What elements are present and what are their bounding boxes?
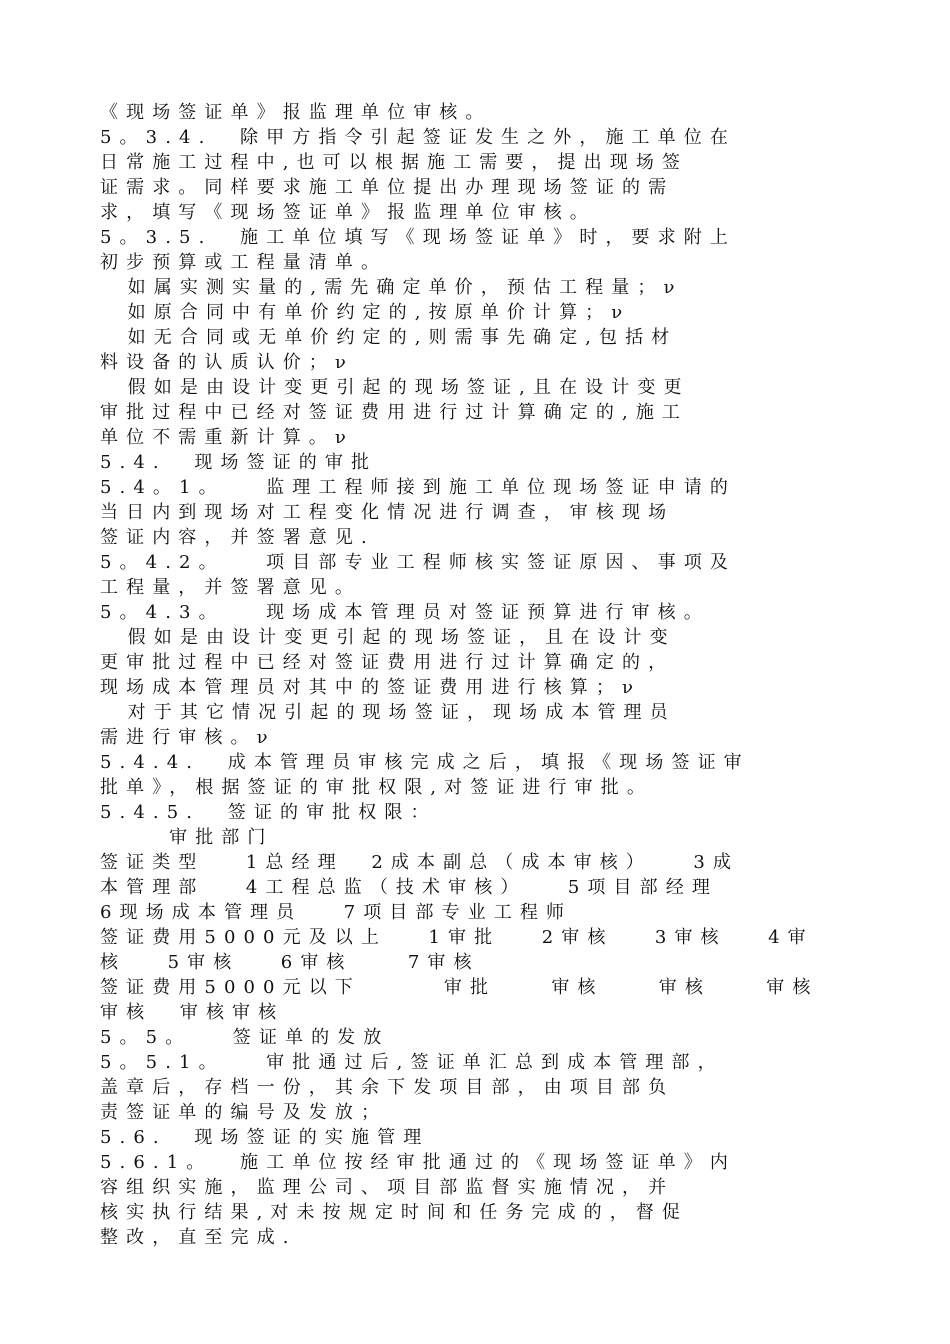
section-heading: 5.6. 现场签证的实施管理: [100, 1127, 430, 1148]
table-row: 签证费用5000元及以上 1审批 2审核 3审核 4审: [100, 927, 814, 948]
text-line: 证需求。同样要求施工单位提出办理现场签证的需: [100, 177, 675, 198]
table-row: 本管理部 4工程总监（技术审核） 5项目部经理: [100, 877, 718, 898]
text-line: 5.6.1。 施工单位按经审批通过的《现场签证单》内: [100, 1152, 736, 1173]
text-line: 5.4。1。 监理工程师接到施工单位现场签证申请的: [100, 477, 736, 498]
text-line: 责签证单的编号及发放；: [100, 1102, 388, 1123]
text-line: 整改，直至完成.: [100, 1227, 297, 1248]
text-line: 更审批过程中已经对签证费用进行过计算确定的，: [100, 652, 675, 673]
text-line: 5.4.4. 成本管理员审核完成之后，填报《现场签证审: [100, 752, 750, 773]
text-line: 核实执行结果,对未按规定时间和任务完成的，督促: [100, 1202, 689, 1223]
text-line: 单位不需重新计算。ν: [100, 427, 354, 448]
table-row: 审核 审核审核: [100, 1002, 285, 1023]
text-line: 《现场签证单》报监理单位审核。: [100, 102, 492, 123]
text-line: 盖章后，存档一份，其余下发项目部，由项目部负: [100, 1077, 675, 1098]
text-line: 5。3.4. 除甲方指令引起签证发生之外，施工单位在: [100, 127, 736, 148]
text-line: 料设备的认质认价；ν: [100, 352, 354, 373]
text-line: 签证内容，并签署意见.: [100, 527, 375, 548]
section-heading: 5.4. 现场签证的审批: [100, 452, 378, 473]
text-line: 日常施工过程中,也可以根据施工需要，提出现场签: [100, 152, 689, 173]
table-row: 签证类型 1总经理 2成本副总（成本审核） 3成: [100, 852, 740, 873]
text-line: 对于其它情况引起的现场签证，现场成本管理员: [100, 702, 676, 723]
text-line: 求，填写《现场签证单》报监理单位审核。: [100, 202, 596, 223]
text-line: 5。5.1。 审批通过后,签证单汇总到成本管理部，: [100, 1052, 724, 1073]
text-line: 工程量，并签署意见。: [100, 577, 361, 598]
text-line: 假如是由设计变更引起的现场签证,且在设计变更: [100, 377, 690, 398]
text-line: 批单》，根据签证的审批权限,对签证进行审批。: [100, 777, 653, 798]
text-line: 如原合同中有单价约定的,按原单价计算；ν: [100, 302, 631, 323]
text-line: 容组织实施，监理公司、项目部监督实施情况，并: [100, 1177, 675, 1198]
table-row: 6现场成本管理员 7项目部专业工程师: [100, 902, 573, 923]
table-row: 签证费用5000元以下 审批 审核 审核 审核: [100, 977, 819, 998]
text-line: 5。3.5. 施工单位填写《现场签证单》时，要求附上: [100, 227, 736, 248]
text-line: 如属实测实量的,需先确定单价，预估工程量；ν: [100, 277, 683, 298]
text-line: 初步预算或工程量清单。: [100, 252, 388, 273]
text-line: 如无合同或无单价约定的,则需事先确定,包括材: [100, 327, 678, 348]
table-header: 审批部门: [100, 827, 274, 848]
table-row: 核 5审核 6审核 7审核: [100, 952, 480, 973]
text-line: 当日内到现场对工程变化情况进行调查，审核现场: [100, 502, 675, 523]
text-line: 审批过程中已经对签证费用进行过计算确定的,施工: [100, 402, 689, 423]
section-heading: 5。5。 签证单的发放: [100, 1027, 390, 1048]
text-line: 假如是由设计变更引起的现场签证，且在设计变: [100, 627, 676, 648]
text-line: 需进行审核。ν: [100, 727, 276, 748]
text-line: 现场成本管理员对其中的签证费用进行核算；ν: [100, 677, 642, 698]
text-line: 5。4.3。 现场成本管理员对签证预算进行审核。: [100, 602, 710, 623]
text-line: 5。4.2。 项目部专业工程师核实签证原因、事项及: [100, 552, 736, 573]
text-line: 5.4.5. 签证的审批权限：: [100, 802, 437, 823]
